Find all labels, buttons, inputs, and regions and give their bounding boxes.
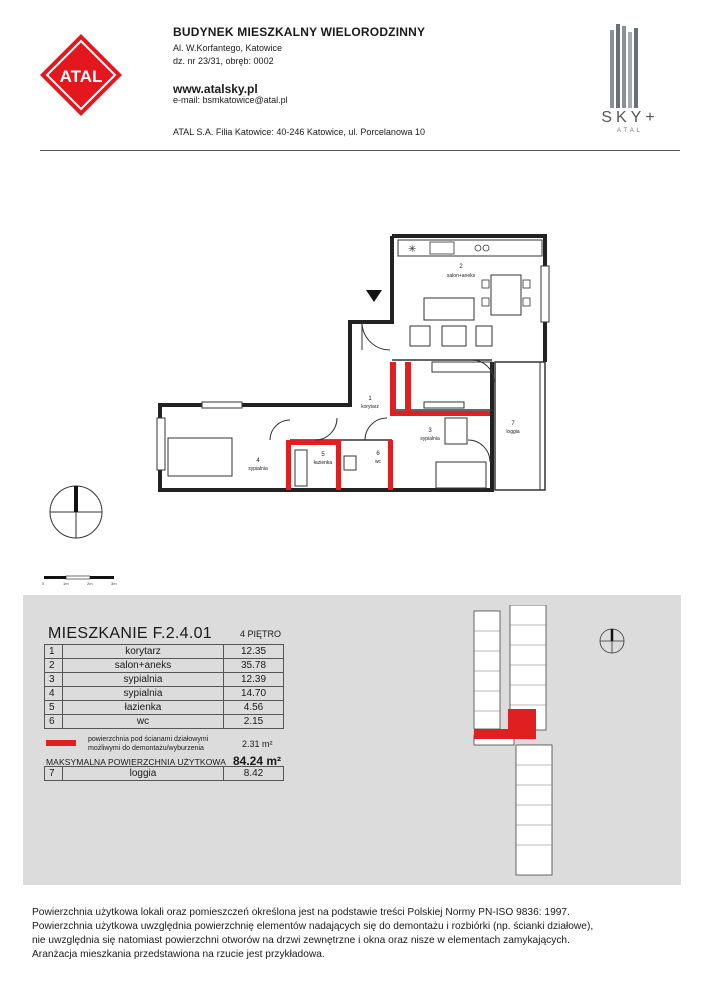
footer-line-3: nie uwzględnia się natomiast powierzchni otworów na drzwi zewnętrzne i okna oraz nisze w elementach zamykających. bbox=[32, 935, 570, 946]
max-area-label: MAKSYMALNA POWIERZCHNIA UŻYTKOWA bbox=[46, 757, 226, 767]
room-3-num: 3 bbox=[428, 428, 432, 434]
rooms-table bbox=[44, 644, 284, 729]
room-2-num: 2 bbox=[459, 264, 463, 270]
apartment-title: MIESZKANIE F.2.4.01 bbox=[48, 625, 212, 642]
entrance-arrow-icon bbox=[366, 290, 382, 302]
room-6-name: wc bbox=[374, 459, 382, 465]
building-address: Al. W.Korfantego, Katowice bbox=[173, 43, 283, 53]
room-2-name: salon+aneks bbox=[446, 273, 476, 279]
room-7-num: 7 bbox=[511, 421, 515, 427]
room-6-num: 6 bbox=[376, 451, 380, 457]
compass-icon bbox=[598, 627, 626, 655]
table-row: 1 korytarz 12.35 bbox=[45, 645, 284, 659]
atal-logo bbox=[38, 32, 124, 118]
company-address: ATAL S.A. Filia Katowice: 40-246 Katowice, ul. Porcelanowa 10 bbox=[173, 127, 425, 137]
legend-value: 2.31 m² bbox=[242, 739, 273, 749]
scale-bar bbox=[42, 576, 117, 586]
apartment-floor: 4 PIĘTRO bbox=[240, 629, 282, 639]
room-5-name: łazienka bbox=[313, 460, 333, 466]
scale-label-1: 1m bbox=[63, 581, 69, 586]
footer-line-2: Powierzchnia użytkowa uwzględnia powierzchnię elementów nadających się do demontażu i rozbiórki (np. ścianki działowe), bbox=[32, 921, 594, 932]
sky-logo-sub: ATAL bbox=[616, 128, 644, 134]
table-row: 5 łazienka 4.56 bbox=[45, 701, 284, 715]
table-row: 7 loggia 8.42 bbox=[45, 767, 284, 781]
sky-logo-text: SKY+ bbox=[601, 109, 659, 126]
floor-plan bbox=[0, 165, 707, 595]
email-link[interactable]: e-mail: bsmkatowice@atal.pl bbox=[173, 95, 288, 105]
room-7-name: loggia bbox=[506, 429, 520, 435]
floor-key-plan bbox=[460, 605, 560, 883]
scale-label-3: 3m bbox=[111, 581, 117, 586]
room-1-name: korytarz bbox=[361, 404, 379, 410]
room-3-name: sypialnia bbox=[420, 436, 440, 442]
svg-text:✳: ✳ bbox=[408, 244, 417, 255]
max-area-value: 84.24 m² bbox=[233, 754, 282, 768]
footer-line-1: Powierzchnia użytkowa lokali oraz pomieszczeń określona jest na podstawie treści Polskiej Normy PN-ISO 9836: 1997. bbox=[32, 907, 570, 918]
table-row: 2 salon+aneks 35.78 bbox=[45, 659, 284, 673]
table-row: 6 wc 2.15 bbox=[45, 715, 284, 729]
room-4-name: sypialnia bbox=[248, 466, 268, 472]
scale-label-2: 2m bbox=[87, 581, 93, 586]
plot-number: dz. nr 23/31, obręb: 0002 bbox=[173, 56, 274, 66]
sky-logo bbox=[580, 22, 680, 134]
loggia-table bbox=[44, 766, 284, 781]
scale-label-0: 0 bbox=[42, 581, 45, 586]
room-4-num: 4 bbox=[256, 458, 260, 464]
north-compass-icon bbox=[50, 486, 102, 538]
building-title: BUDYNEK MIESZKALNY WIELORODZINNY bbox=[173, 25, 426, 39]
legend-text: powierzchnia pod ścianami działowymi możliwymi do demontażu/wyburzenia bbox=[88, 736, 209, 752]
legend-swatch bbox=[46, 740, 76, 746]
header-divider bbox=[40, 150, 680, 151]
footer-line-4: Aranżacja mieszkania przedstawiona na rzucie jest przykładowa. bbox=[32, 949, 325, 960]
room-5-num: 5 bbox=[321, 452, 325, 458]
website-link[interactable]: www.atalsky.pl bbox=[173, 82, 258, 96]
table-row: 3 sypialnia 12.39 bbox=[45, 673, 284, 687]
table-row: 4 sypialnia 14.70 bbox=[45, 687, 284, 701]
atal-logo-text: ATAL bbox=[59, 67, 103, 86]
room-1-num: 1 bbox=[368, 396, 372, 402]
